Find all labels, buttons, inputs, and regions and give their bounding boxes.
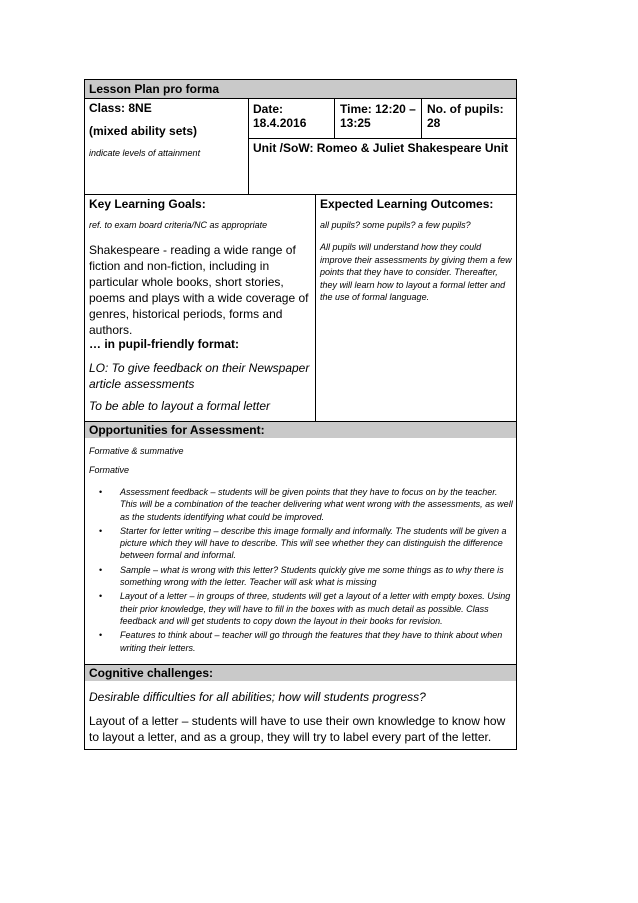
learning-objective-2: To be able to layout a formal letter <box>89 399 270 413</box>
learning-objective: LO: To give feedback on their Newspaper article assessments <box>89 361 310 391</box>
list-item <box>89 525 514 562</box>
bullet-icon: • <box>99 591 103 602</box>
table-rule <box>84 98 517 99</box>
goals-ref: ref. to exam board criteria/NC as appropriate <box>89 220 268 230</box>
unit-title: Unit /SoW: Romeo & Juliet Shakespeare Unit <box>253 141 509 155</box>
bullet-icon: • <box>99 525 103 536</box>
bullet-icon: • <box>99 630 103 641</box>
table-rule <box>315 194 316 422</box>
list-item <box>89 486 514 523</box>
list-item <box>89 564 514 589</box>
table-border-top <box>84 79 517 80</box>
bullet-icon: • <box>99 487 103 497</box>
outcomes-sub: all pupils? some pupils? a few pupils? <box>320 220 471 230</box>
outcomes-body: All pupils will understand how they could improve their assessments by giving them a few points that they have to consider. Thereafter, they will learn how to layout a formal letter and the use of formal language. <box>320 242 512 302</box>
table-rule <box>334 98 335 139</box>
class-hint: indicate levels of attainment <box>89 148 201 158</box>
date-label: Date: <box>253 102 284 116</box>
bullet-text: Starter for letter writing – describe this image formally and informally. The students will be given a picture which they will have to describe. This will see whether they can distinguish the difference between formal and informal. <box>120 525 507 561</box>
assessment-line-1: Formative & summative <box>89 446 184 456</box>
document-title: Lesson Plan pro forma <box>89 82 220 96</box>
bullet-text: Features to think about – teacher will go through the features that they have to think about when writing their letters. <box>120 630 503 653</box>
list-item <box>89 629 514 654</box>
table-rule <box>248 138 517 139</box>
table-rule <box>84 421 517 422</box>
class-label: Class: 8NE <box>89 101 152 115</box>
assessment-heading: Opportunities for Assessment: <box>89 423 265 437</box>
table-border-left <box>84 79 85 750</box>
cognitive-body: Layout of a letter – students will have to use their own knowledge to know how to layout a letter, and as a group, they will try to label every part of the letter. <box>89 714 506 744</box>
bullet-text: Assessment feedback – students will be given points that they have to focus on by the teacher. This will be a combination of the teacher delivering what went wrong with the assessments, as well as the students identifying what could be improved. <box>120 487 513 522</box>
cognitive-question: Desirable difficulties for all abilities; how will students progress? <box>89 690 426 704</box>
table-rule <box>84 194 517 195</box>
bullet-text: Sample – what is wrong with this letter? Students quickly give me some things as to why there is something wrong with the letter. Teacher will ask what is missing <box>120 564 504 588</box>
goals-heading: Key Learning Goals: <box>89 197 206 211</box>
class-note: (mixed ability sets) <box>89 124 198 138</box>
table-border-bottom <box>84 749 517 750</box>
table-border-right <box>516 79 517 750</box>
cognitive-heading: Cognitive challenges: <box>89 666 214 680</box>
bullet-text: Layout of a letter – in groups of three, students will get a layout of a letter with empty boxes. Using their prior knowledge, they will have to fill in the boxes with as much detail as possible. Class feedback and will get students to copy down the layout in their books for revision. <box>120 591 511 626</box>
table-rule <box>248 98 249 195</box>
date-value: 18.4.2016 <box>253 116 307 130</box>
time-label: Time: 12:20 – <box>340 102 416 116</box>
assessment-line-2: Formative <box>89 465 130 475</box>
goals-body: Shakespeare - reading a wide range of fiction and non-fiction, including in particular whole books, short stories, poems and plays with a wide coverage of genres, historical periods, forms and authors. <box>89 243 309 337</box>
table-rule <box>84 664 517 665</box>
list-item <box>89 590 514 627</box>
pupils-value: 28 <box>427 116 441 130</box>
pupil-friendly-heading: … in pupil-friendly format: <box>89 337 239 351</box>
time-value: 13:25 <box>340 116 371 130</box>
outcomes-heading: Expected Learning Outcomes: <box>320 197 494 211</box>
assessment-bullet-list <box>89 486 514 656</box>
bullet-icon: • <box>99 564 103 575</box>
pupils-label: No. of pupils: <box>427 102 504 116</box>
table-rule <box>421 98 422 139</box>
